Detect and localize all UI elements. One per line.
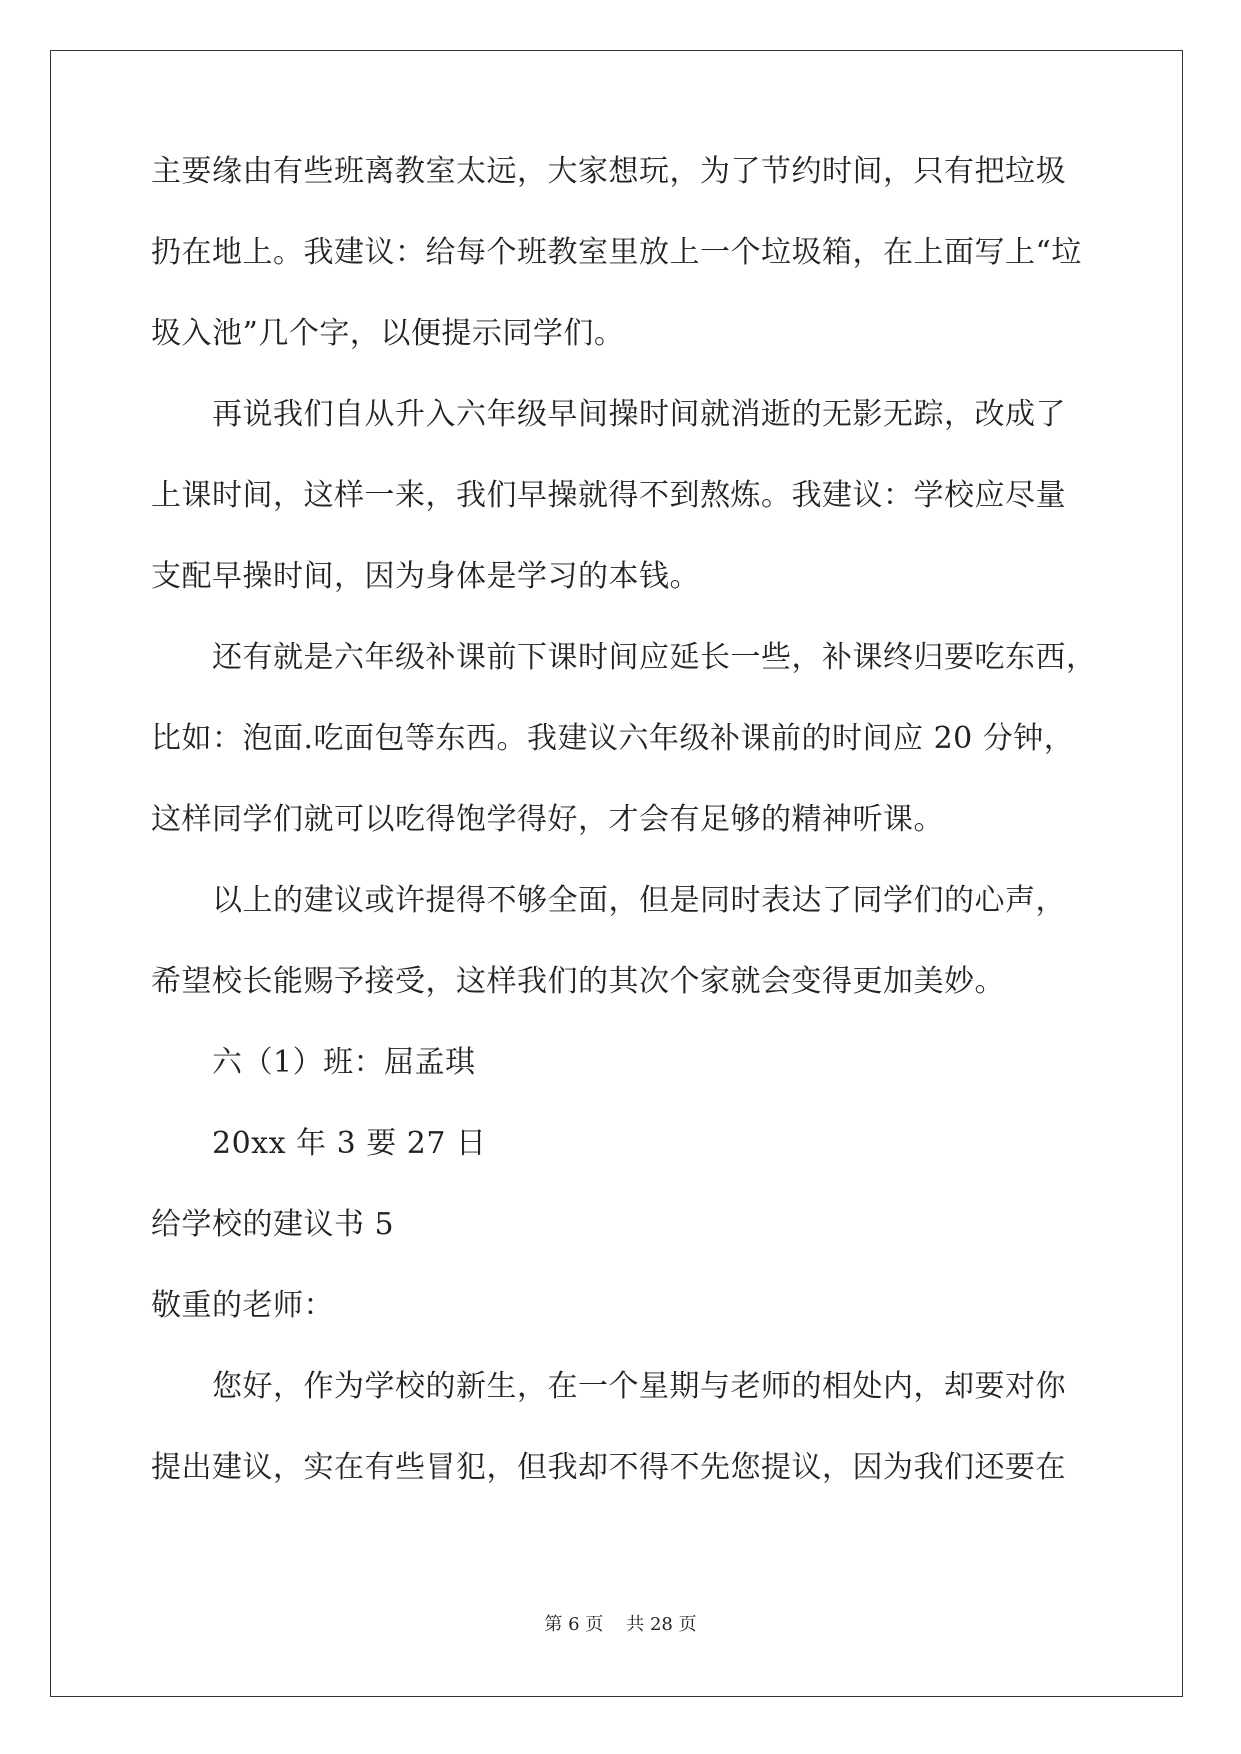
page-total: 共 28 页 — [626, 1614, 697, 1635]
body-line-11: 希望校长能赐予接受，这样我们的其次个家就会变得更加美妙。 — [151, 964, 1005, 999]
signature-line: 六（1）班：屈孟琪 — [212, 1045, 476, 1080]
page-number: 第 6 页 — [544, 1614, 604, 1635]
body-line-12: 您好，作为学校的新生，在一个星期与老师的相处内，却要对你 — [212, 1369, 1066, 1404]
body-line-3: 圾入池”几个字，以便提示同学们。 — [151, 316, 625, 351]
salutation-line: 敬重的老师： — [151, 1288, 334, 1323]
body-line-4: 再说我们自从升入六年级早间操时间就消逝的无影无踪，改成了 — [212, 397, 1066, 432]
page-footer — [0, 1613, 1241, 1637]
date-line: 20xx 年 3 要 27 日 — [212, 1126, 487, 1161]
body-line-13: 提出建议，实在有些冒犯，但我却不得不先您提议，因为我们还要在 — [151, 1450, 1066, 1485]
body-line-8: 比如：泡面.吃面包等东西。我建议六年级补课前的时间应 20 分钟， — [151, 721, 1075, 756]
body-line-6: 支配早操时间，因为身体是学习的本钱。 — [151, 559, 700, 594]
section-heading: 给学校的建议书 5 — [151, 1207, 395, 1242]
body-line-7: 还有就是六年级补课前下课时间应延长一些，补课终归要吃东西， — [212, 640, 1097, 675]
body-line-5: 上课时间，这样一来，我们早操就得不到熬炼。我建议：学校应尽量 — [151, 478, 1066, 513]
body-line-1: 主要缘由有些班离教室太远，大家想玩，为了节约时间，只有把垃圾 — [151, 154, 1066, 189]
body-line-2: 扔在地上。我建议：给每个班教室里放上一个垃圾箱，在上面写上“垃 — [151, 235, 1082, 270]
body-line-10: 以上的建议或许提得不够全面，但是同时表达了同学们的心声， — [212, 883, 1066, 918]
body-line-9: 这样同学们就可以吃得饱学得好，才会有足够的精神听课。 — [151, 802, 944, 837]
